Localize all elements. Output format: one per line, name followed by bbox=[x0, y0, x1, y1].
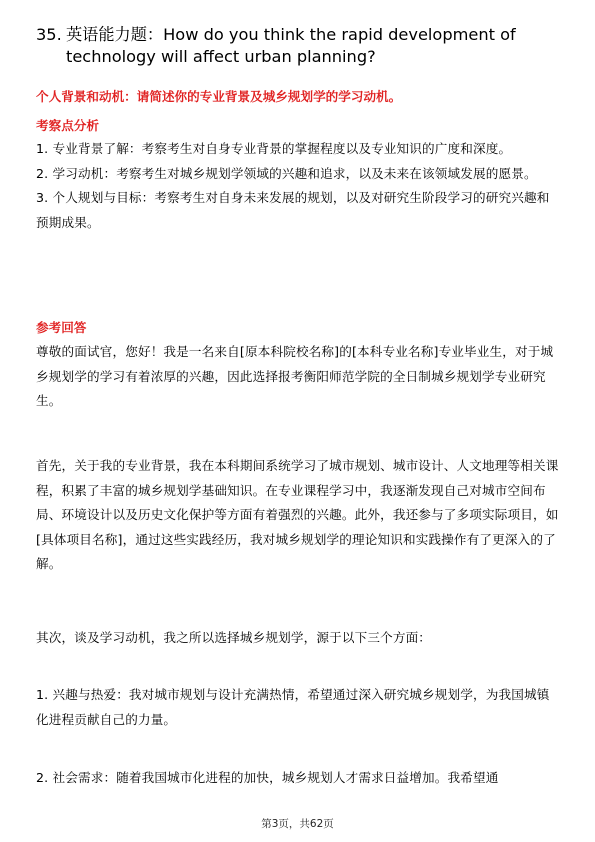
answer-paragraph: 其次，谈及学习动机，我之所以选择城乡规划学，源于以下三个方面： bbox=[36, 630, 432, 645]
analysis-item: 3. 个人规划与目标：考察考生对自身未来发展的规划，以及对研究生阶段学习的研究兴趣和预期成果。 bbox=[36, 190, 550, 230]
answer-paragraph: 2. 社会需求：随着我国城市化进程的加快，城乡规划人才需求日益增加。我希望通 bbox=[36, 770, 499, 785]
page-footer: 第3页，共62页 bbox=[261, 818, 334, 830]
answer-paragraph: 尊敬的面试官，您好！我是一名来自[原本科院校名称]的[本科专业名称]专业毕业生，对于城乡规划学的学习有着浓厚的兴趣，因此选择报考衡阳师范学院的全日制城乡规划学专业研究生。 bbox=[36, 344, 554, 408]
question-line-2: technology will affect urban planning? bbox=[66, 47, 376, 66]
analysis-list bbox=[36, 137, 562, 235]
answer-paragraph: 1. 兴趣与热爱：我对城市规划与设计充满热情，希望通过深入研究城乡规划学，为我国城镇化进程贡献自己的力量。 bbox=[36, 687, 550, 727]
question-heading bbox=[36, 24, 566, 68]
analysis-item: 1. 专业背景了解：考察考生对自身专业背景的掌握程度以及专业知识的广度和深度。 bbox=[36, 141, 512, 156]
answer-paragraph: 首先，关于我的专业背景，我在本科期间系统学习了城市规划、城市设计、人文地理等相关课程，积累了丰富的城乡规划学基础知识。在专业课程学习中，我逐渐发现自己对城市空间布局、环境设计以及历史文化保护等方面有着强烈的兴趣。此外，我还参与了多项实际项目，如[具体项目名称]，通过这些实践经历，我对城乡规划学的理论知识和实践操作有了更深入的了解。 bbox=[36, 458, 559, 571]
answer-heading: 参考回答 bbox=[36, 320, 87, 335]
analysis-heading: 考察点分析 bbox=[36, 118, 99, 133]
section-title: 个人背景和动机：请简述你的专业背景及城乡规划学的学习动机。 bbox=[36, 89, 402, 104]
question-line-1: 英语能力题：How do you think the rapid development of bbox=[66, 25, 516, 44]
analysis-item: 2. 学习动机：考察考生对城乡规划学领域的兴趣和追求，以及未来在该领域发展的愿景。 bbox=[36, 165, 537, 181]
question-number: 35. bbox=[36, 25, 62, 44]
